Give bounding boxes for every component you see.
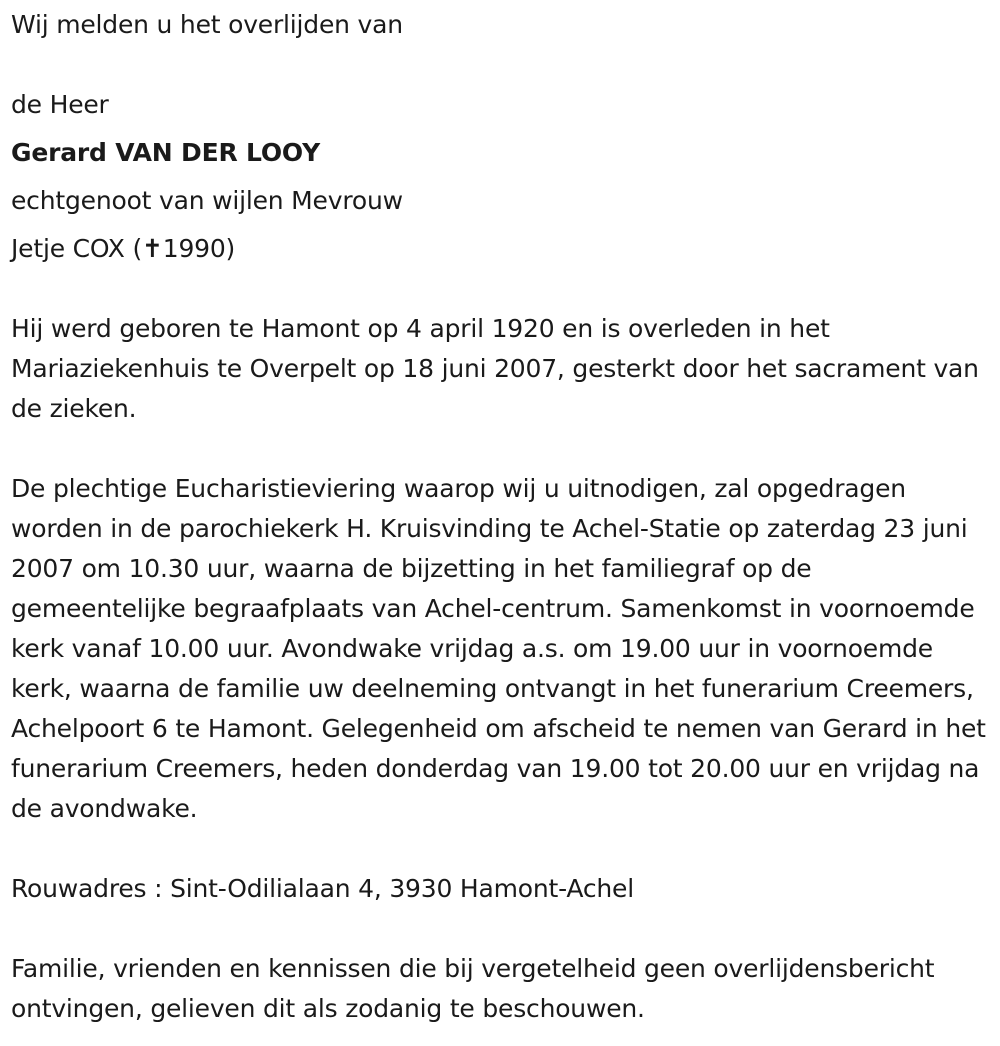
birth-death-paragraph: Hij werd geboren te Hamont op 4 april 1920 en is overleden in het Mariaziekenhuis te Overpelt op 18 juni 2007, gesterkt door het sacrament van de zieken. [11,314,979,423]
mourning-address: Rouwadres : Sint-Odilialaan 4, 3930 Hamont-Achel [11,874,634,903]
funeral-paragraph: De plechtige Eucharistieviering waarop wij u uitnodigen, zal opgedragen worden in de parochiekerk H. Kruisvinding te Achel-Statie op zaterdag 23 juni 2007 om 10.30 uur, waarna de bijzetting in het familiegraf op de gemeentelijke begraafplaats van Achel-centrum. Samenkomst in voornoemde kerk vanaf 10.00 uur. Avondwake vrijdag a.s. om 19.00 uur in voornoemde kerk, waarna de familie uw deelneming ontvangt in het funerarium Creemers, Achelpoort 6 te Hamont. Gelegenheid om afscheid te nemen van Gerard in het funerarium Creemers, heden donderdag van 19.00 tot 20.00 uur en vrijdag na de avondwake. [11,474,986,823]
spouse-line-2: Jetje COX (✝1990) [11,234,236,263]
salutation: de Heer [11,90,109,119]
spouse-line-1: echtgenoot van wijlen Mevrouw [11,186,403,215]
deceased-name: Gerard VAN DER LOOY [11,138,320,167]
intro-text: Wij melden u het overlijden van [11,10,403,39]
closing-paragraph: Familie, vrienden en kennissen die bij vergetelheid geen overlijdensbericht ontvingen, gelieven dit als zodanig te beschouwen. [11,954,935,1023]
